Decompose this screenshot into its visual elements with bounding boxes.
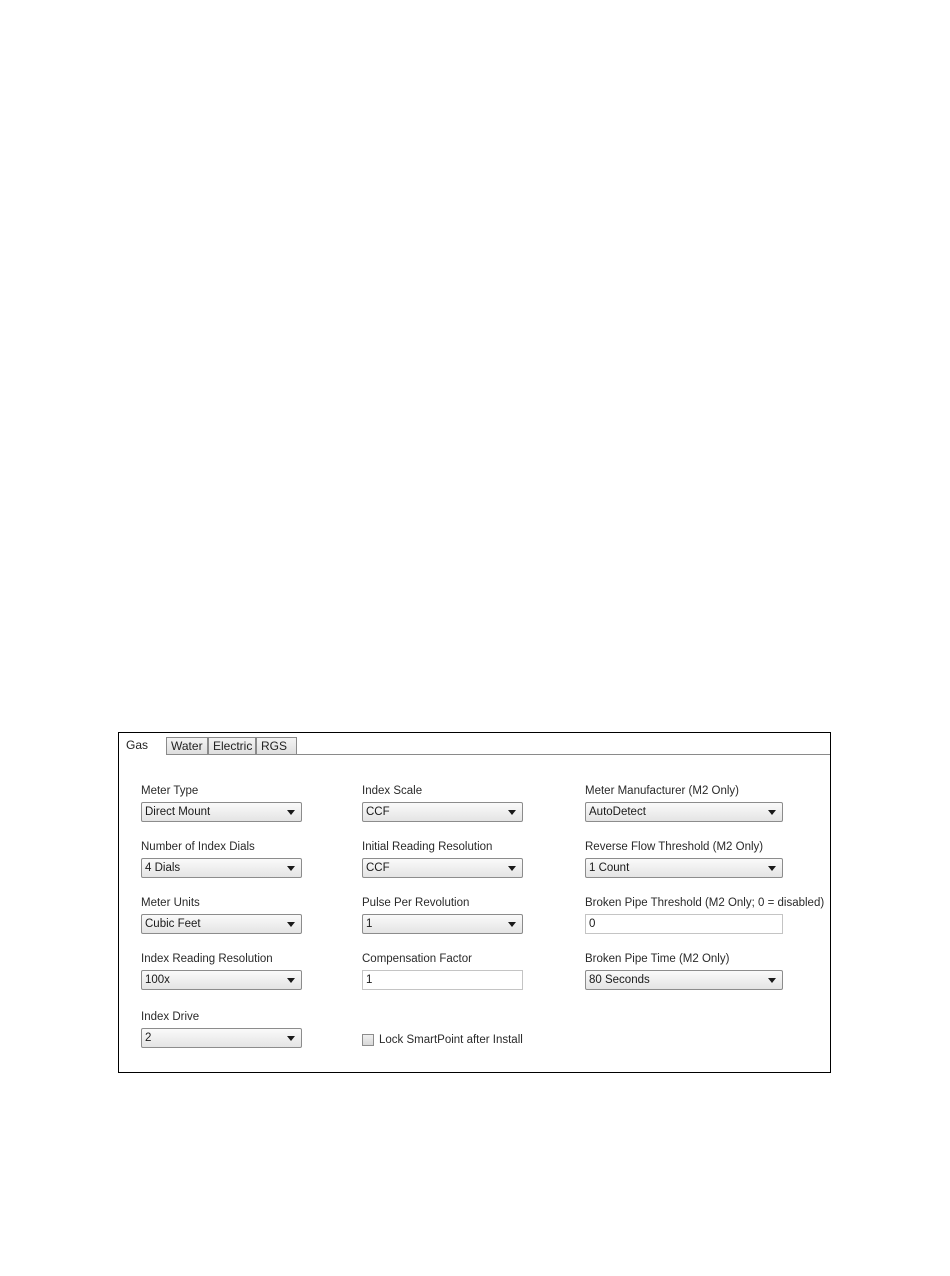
index-reading-resolution-label: Index Reading Resolution bbox=[141, 953, 273, 965]
initial-reading-resolution-select[interactable] bbox=[362, 858, 523, 878]
dropdown-arrow-icon bbox=[287, 1036, 295, 1041]
broken-pipe-threshold-input[interactable]: 0 bbox=[585, 914, 783, 934]
index-drive-field bbox=[141, 1010, 200, 1044]
broken-pipe-time-value: 80 Seconds bbox=[589, 974, 650, 986]
pulse-per-revolution-label: Pulse Per Revolution bbox=[362, 897, 470, 909]
tab-strip bbox=[119, 733, 830, 755]
index-scale-field bbox=[362, 784, 423, 818]
pulse-per-revolution-field bbox=[362, 896, 470, 930]
meter-units-value: Cubic Feet bbox=[145, 918, 201, 930]
dropdown-arrow-icon bbox=[508, 810, 516, 815]
reverse-flow-threshold-label: Reverse Flow Threshold (M2 Only) bbox=[585, 841, 764, 853]
reverse-flow-threshold-select[interactable] bbox=[585, 858, 783, 878]
meter-settings-panel bbox=[118, 732, 831, 1073]
compensation-factor-label: Compensation Factor bbox=[362, 953, 472, 965]
compensation-factor-field bbox=[362, 952, 472, 986]
lock-smartpoint-option[interactable] bbox=[362, 1032, 523, 1048]
meter-type-label: Meter Type bbox=[141, 785, 199, 797]
tab-strip-divider bbox=[166, 754, 830, 755]
number-of-index-dials-value: 4 Dials bbox=[145, 862, 181, 874]
meter-type-field bbox=[141, 784, 211, 818]
dropdown-arrow-icon bbox=[287, 922, 295, 927]
tab-rgs[interactable]: RGS bbox=[256, 737, 297, 754]
reverse-flow-threshold-value: 1 Count bbox=[589, 862, 630, 874]
broken-pipe-threshold-label: Broken Pipe Threshold (M2 Only; 0 = disabled) bbox=[585, 897, 825, 909]
dropdown-arrow-icon bbox=[768, 810, 776, 815]
meter-units-label: Meter Units bbox=[141, 897, 200, 909]
meter-units-field bbox=[141, 896, 201, 930]
number-of-index-dials-label: Number of Index Dials bbox=[141, 841, 255, 853]
dropdown-arrow-icon bbox=[768, 978, 776, 983]
index-reading-resolution-select[interactable] bbox=[141, 970, 302, 990]
index-scale-value: CCF bbox=[366, 806, 390, 818]
index-drive-value: 2 bbox=[145, 1032, 152, 1044]
meter-manufacturer-value: AutoDetect bbox=[589, 806, 646, 818]
pulse-per-revolution-select[interactable] bbox=[362, 914, 523, 934]
dropdown-arrow-icon bbox=[508, 866, 516, 871]
meter-units-select[interactable] bbox=[141, 914, 302, 934]
index-reading-resolution-field bbox=[141, 952, 273, 986]
meter-manufacturer-field bbox=[585, 784, 740, 818]
initial-reading-resolution-value: CCF bbox=[366, 862, 390, 874]
meter-manufacturer-label: Meter Manufacturer (M2 Only) bbox=[585, 785, 740, 797]
number-of-index-dials-field bbox=[141, 840, 255, 874]
meter-type-select[interactable] bbox=[141, 802, 302, 822]
broken-pipe-threshold-field bbox=[585, 896, 825, 930]
dropdown-arrow-icon bbox=[768, 866, 776, 871]
broken-pipe-time-select[interactable] bbox=[585, 970, 783, 990]
meter-type-value: Direct Mount bbox=[145, 806, 211, 818]
broken-pipe-time-label: Broken Pipe Time (M2 Only) bbox=[585, 953, 730, 965]
lock-smartpoint-label: Lock SmartPoint after Install bbox=[379, 1034, 523, 1046]
tab-gas[interactable]: Gas bbox=[119, 733, 166, 755]
initial-reading-resolution-label: Initial Reading Resolution bbox=[362, 841, 493, 853]
broken-pipe-time-field bbox=[585, 952, 730, 986]
index-scale-label: Index Scale bbox=[362, 785, 423, 797]
pulse-per-revolution-value: 1 bbox=[366, 918, 373, 930]
tab-electric[interactable]: Electric bbox=[208, 737, 256, 754]
index-drive-select[interactable] bbox=[141, 1028, 302, 1048]
dropdown-arrow-icon bbox=[287, 978, 295, 983]
index-drive-label: Index Drive bbox=[141, 1011, 200, 1023]
index-scale-select[interactable] bbox=[362, 802, 523, 822]
lock-smartpoint-checkbox[interactable] bbox=[362, 1034, 374, 1046]
index-reading-resolution-value: 100x bbox=[145, 974, 170, 986]
tab-water[interactable]: Water bbox=[166, 737, 208, 754]
dropdown-arrow-icon bbox=[287, 866, 295, 871]
initial-reading-resolution-field bbox=[362, 840, 493, 874]
reverse-flow-threshold-field bbox=[585, 840, 764, 874]
dropdown-arrow-icon bbox=[287, 810, 295, 815]
number-of-index-dials-select[interactable] bbox=[141, 858, 302, 878]
dropdown-arrow-icon bbox=[508, 922, 516, 927]
compensation-factor-input[interactable]: 1 bbox=[362, 970, 523, 990]
meter-manufacturer-select[interactable] bbox=[585, 802, 783, 822]
